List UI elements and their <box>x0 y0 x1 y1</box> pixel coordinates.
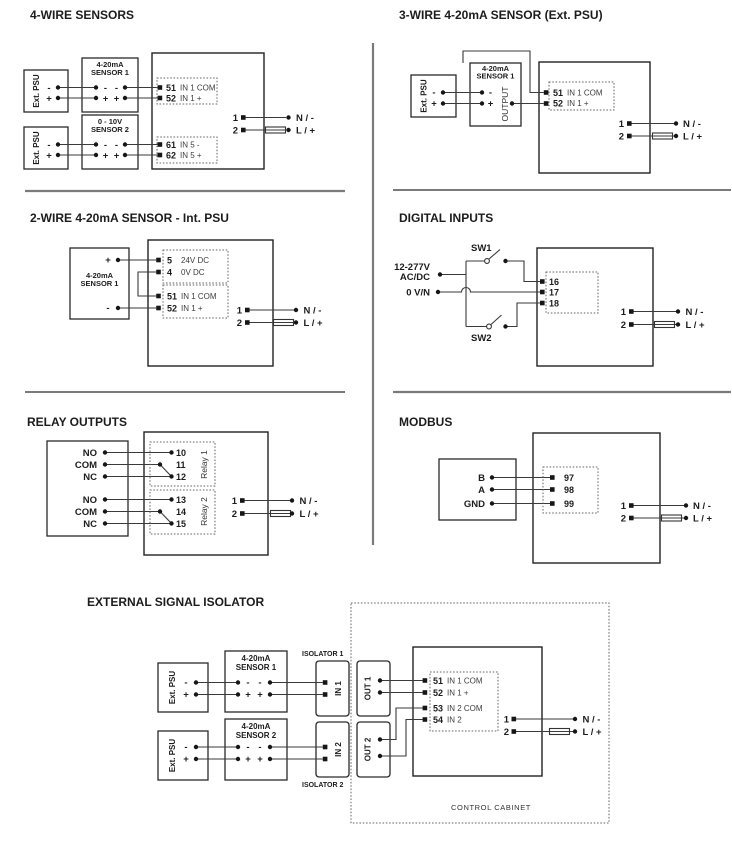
plus-sign: + <box>183 754 189 765</box>
terminal-62-number: 62 <box>166 150 177 161</box>
sw1-pivot <box>485 259 490 264</box>
relay2-label: Relay 2 <box>199 497 209 526</box>
device-box <box>539 62 650 173</box>
panel-title: EXTERNAL SIGNAL ISOLATOR <box>87 595 265 609</box>
relay2-no-label: NO <box>82 495 97 506</box>
line-label: L / + <box>685 320 705 331</box>
terminal-16-number: 16 <box>549 277 560 287</box>
terminal-4-label: 0V DC <box>181 268 205 277</box>
terminal-52-number: 52 <box>433 688 444 698</box>
sensor1-title: SENSOR 1 <box>235 663 277 672</box>
in2-label: IN 2 <box>334 742 343 757</box>
minus-sign: - <box>488 87 493 99</box>
modbus-b-label: B <box>478 473 485 484</box>
power-terminal-2: 2 <box>232 125 238 137</box>
power-terminal-1: 1 <box>620 307 626 318</box>
terminal-51-number: 51 <box>167 291 178 302</box>
out2-label: OUT 2 <box>363 737 373 762</box>
neutral-label: N / - <box>683 119 701 130</box>
relay1-com-label: COM <box>74 460 97 471</box>
minus-sign: - <box>246 742 250 753</box>
ext-psu-label: Ext. PSU <box>168 670 177 705</box>
neutral-label: N / - <box>296 113 314 124</box>
terminal-51-label: IN 1 COM <box>180 83 216 93</box>
sw2-label: SW2 <box>471 333 492 344</box>
power-terminal-2: 2 <box>620 320 626 331</box>
sensor1-title: 4-20mA <box>85 271 114 280</box>
neutral-wire-with-hop <box>438 288 540 292</box>
in1-label: IN 1 <box>334 681 343 696</box>
terminal-53-number: 53 <box>433 703 444 714</box>
modbus-gnd-label: GND <box>463 499 485 510</box>
terminal-52-number: 52 <box>553 98 564 109</box>
output-label: OUTPUT <box>500 86 510 122</box>
terminal-52-label: IN 1 + <box>447 688 469 698</box>
minus-sign: - <box>246 677 250 689</box>
terminal-54-label: IN 2 <box>447 715 462 725</box>
terminal-12-number: 12 <box>176 472 187 482</box>
terminal-18-number: 18 <box>549 298 560 309</box>
relay2-nc-label: NC <box>83 519 97 530</box>
isolator1-out-box <box>357 661 390 716</box>
terminal-61-number: 61 <box>166 140 177 150</box>
plus-sign: + <box>46 150 52 162</box>
supply-label: 12-277V <box>394 262 430 273</box>
plus-sign: + <box>113 150 120 162</box>
minus-sign: - <box>184 677 188 689</box>
minus-sign: - <box>258 742 262 753</box>
isolator2-label: ISOLATOR 2 <box>302 782 344 789</box>
ext-psu-box <box>158 663 208 712</box>
terminal-97-number: 97 <box>564 473 575 483</box>
panel-title: MODBUS <box>399 415 453 429</box>
sensor2-title: 4-20mA <box>241 722 271 731</box>
sensor1-title: 4-20mA <box>96 60 124 69</box>
minus-sign: - <box>114 140 119 151</box>
sw1-label: SW1 <box>471 243 492 254</box>
panel-title: RELAY OUTPUTS <box>27 415 128 429</box>
neutral-input-label: 0 V/N <box>406 287 430 299</box>
terminal-62-label: IN 5 + <box>180 151 202 160</box>
relay1-nc-label: NC <box>83 472 97 483</box>
connection-dots <box>194 678 382 761</box>
relay2-com-label: COM <box>74 507 97 518</box>
terminal-51-label: IN 1 COM <box>567 88 603 98</box>
sensor1-title: SENSOR 1 <box>476 71 515 81</box>
minus-sign: - <box>47 140 51 151</box>
plus-sign: + <box>257 689 263 701</box>
sensor1-title: SENSOR 1 <box>91 68 129 77</box>
line-label: L / + <box>582 727 602 738</box>
plus-sign: + <box>105 255 111 267</box>
sensor2-title: SENSOR 2 <box>235 731 277 740</box>
line-label: L / + <box>296 125 316 137</box>
power-terminal-1: 1 <box>618 119 624 130</box>
plus-sign: + <box>183 689 189 701</box>
plus-sign: + <box>257 754 263 765</box>
panel-title: 4-WIRE SENSORS <box>30 8 135 22</box>
ext-psu-box <box>24 127 68 169</box>
ext-psu-label: Ext. PSU <box>168 738 177 773</box>
isolator1-in-box <box>316 661 349 716</box>
terminal-52-label: IN 1 + <box>181 304 203 313</box>
minus-sign: - <box>114 83 119 94</box>
sensor1-title: SENSOR 1 <box>80 279 119 288</box>
panel-3wire-sensor <box>399 8 703 173</box>
minus-sign: - <box>103 140 108 151</box>
sensor1-title: 4-20mA <box>241 654 271 663</box>
power-terminal-2: 2 <box>503 727 509 738</box>
ext-psu-label: Ext. PSU <box>419 79 429 113</box>
plus-sign: + <box>102 93 109 105</box>
modbus-a-label: A <box>478 485 485 496</box>
neutral-label: N / - <box>303 305 322 317</box>
terminal-54-number: 54 <box>433 715 444 725</box>
relay1-no-label: NO <box>82 448 97 459</box>
out1-label: OUT 1 <box>363 676 373 701</box>
terminal-10-number: 10 <box>176 448 187 458</box>
power-terminal-1: 1 <box>232 113 238 124</box>
panel-4wire-sensors <box>24 8 316 169</box>
control-cabinet-label: CONTROL CABINET <box>451 803 531 812</box>
panel-title: 2-WIRE 4-20mA SENSOR - Int. PSU <box>30 211 229 225</box>
power-terminal-2: 2 <box>236 318 242 329</box>
terminal-51-label: IN 1 COM <box>447 676 483 686</box>
neutral-label: N / - <box>693 501 711 512</box>
terminal-98-number: 98 <box>564 485 575 495</box>
relay1-label: Relay 1 <box>199 450 209 479</box>
sw2-pivot <box>487 324 492 329</box>
plus-sign: + <box>245 689 251 701</box>
power-terminal-1: 1 <box>236 305 242 317</box>
terminal-4-number: 4 <box>167 267 173 278</box>
panel-title: 3-WIRE 4-20mA SENSOR (Ext. PSU) <box>399 8 603 22</box>
device-box <box>533 433 660 563</box>
terminal-52-label: IN 1 + <box>180 94 202 103</box>
line-label: L / + <box>683 131 703 143</box>
isolator2-in-box <box>316 722 349 777</box>
line-label: L / + <box>299 509 319 520</box>
terminal-13-number: 13 <box>176 495 187 505</box>
power-terminal-1: 1 <box>231 496 237 507</box>
ext-psu-label: Ext. PSU <box>32 131 41 165</box>
power-terminal-1: 1 <box>620 501 626 512</box>
terminal-11-number: 11 <box>176 460 186 470</box>
terminal-99-number: 99 <box>564 499 575 509</box>
panel-modbus <box>399 415 713 563</box>
plus-sign: + <box>46 93 52 105</box>
sensor1-title: 4-20mA <box>481 64 510 73</box>
terminal-51-number: 51 <box>553 88 564 98</box>
minus-sign: - <box>184 742 188 753</box>
terminal-15-number: 15 <box>176 519 187 529</box>
neutral-label: N / - <box>685 307 704 318</box>
sensor2-title: SENSOR 2 <box>91 125 129 134</box>
plus-sign: + <box>431 98 437 110</box>
plus-sign: + <box>245 754 251 765</box>
ext-psu-box <box>24 70 68 112</box>
minus-sign: - <box>106 303 110 315</box>
plus-sign: + <box>487 98 494 110</box>
power-terminal-2: 2 <box>618 131 624 143</box>
panel-digital-inputs <box>394 211 705 366</box>
plus-sign: + <box>113 93 120 105</box>
neutral-label: N / - <box>299 496 318 507</box>
isolator2-out-box <box>357 722 390 777</box>
terminal-52-number: 52 <box>166 93 177 104</box>
terminal-17-number: 17 <box>549 287 560 298</box>
minus-sign: - <box>103 83 108 94</box>
panel-external-signal-isolator <box>87 595 609 823</box>
terminal-51-label: IN 1 COM <box>181 292 217 301</box>
power-terminal-2: 2 <box>231 509 237 520</box>
power-terminal-2: 2 <box>620 513 626 525</box>
panel-title: DIGITAL INPUTS <box>399 211 494 225</box>
terminal-51-number: 51 <box>433 676 444 686</box>
minus-sign: - <box>258 677 262 689</box>
panel-relay-outputs <box>27 415 319 555</box>
minus-sign: - <box>432 87 436 99</box>
terminal-14-number: 14 <box>176 507 187 517</box>
terminal-61-label: IN 5 - <box>180 140 200 150</box>
isolator1-label: ISOLATOR 1 <box>302 651 344 658</box>
terminal-51-number: 51 <box>166 83 177 93</box>
sw2-blade <box>491 315 502 325</box>
terminal-52-number: 52 <box>167 303 178 314</box>
supply-label: AC/DC <box>399 272 430 283</box>
line-label: L / + <box>693 513 713 525</box>
panel-2wire-sensor <box>30 211 323 366</box>
terminal-5-number: 5 <box>167 255 173 266</box>
plus-sign: + <box>102 150 109 162</box>
terminal-53-label: IN 2 COM <box>447 704 483 713</box>
terminal-52-label: IN 1 + <box>567 99 589 108</box>
neutral-label: N / - <box>582 714 601 726</box>
minus-sign: - <box>47 83 51 94</box>
power-terminal-1: 1 <box>503 714 509 726</box>
sensor2-title: 0 - 10V <box>97 117 123 126</box>
ext-psu-label: Ext. PSU <box>32 74 41 108</box>
terminal-5-label: 24V DC <box>181 256 210 265</box>
line-label: L / + <box>303 318 323 329</box>
